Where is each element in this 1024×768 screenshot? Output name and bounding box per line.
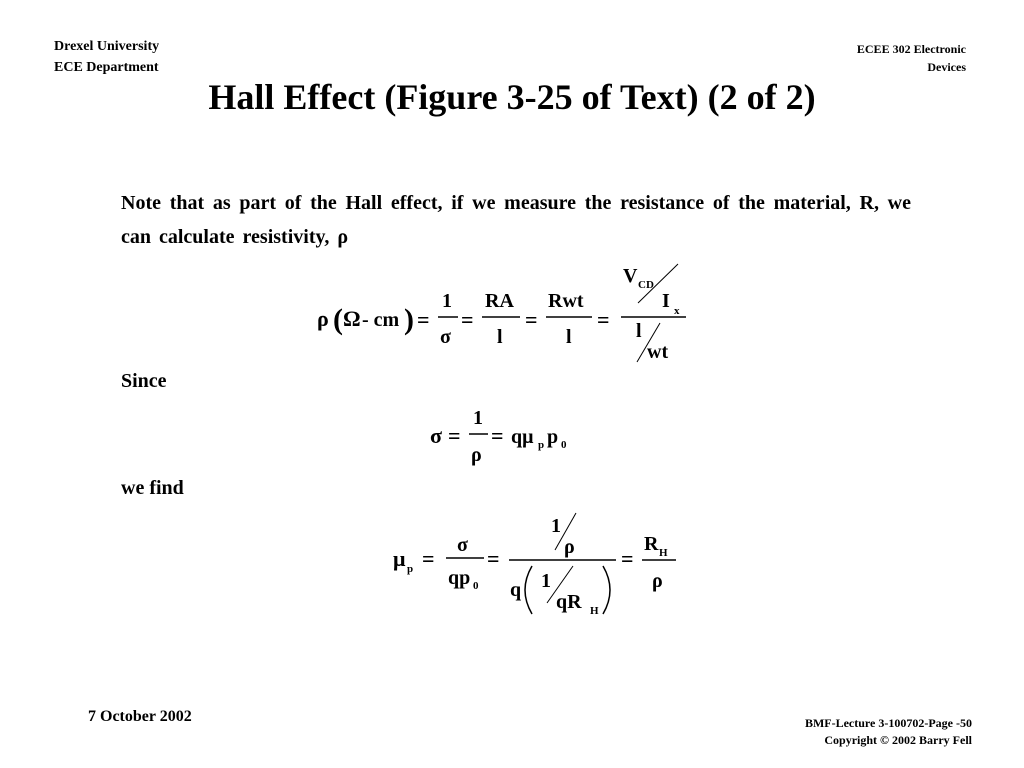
voltage-symbol: V	[623, 265, 638, 287]
paren-close: )	[404, 303, 414, 336]
course-name-line1: ECEE 302 Electronic	[856, 42, 966, 56]
frac-denominator: ρ	[471, 444, 482, 466]
qR-subscript: H	[590, 605, 599, 617]
p-subscript: 0	[561, 439, 567, 451]
footer-date: 7 October 2002	[88, 708, 192, 725]
department-name: ECE Department	[54, 60, 159, 75]
width-thickness: wt	[647, 341, 669, 363]
frac3-denominator: ρ	[652, 570, 663, 592]
equals-1: =	[422, 546, 435, 571]
inner-one: 1	[551, 515, 561, 537]
frac1-numerator: 1	[442, 290, 452, 312]
we-find-label: we find	[121, 477, 184, 499]
frac3-numerator: Rwt	[548, 290, 584, 312]
footer-right	[805, 715, 972, 749]
copyright: Copyright © 2002 Barry Fell	[824, 733, 972, 747]
hall-subscript: H	[659, 547, 668, 559]
omega-symbol: Ω	[343, 306, 361, 331]
frac1-denominator: σ	[440, 326, 451, 348]
equals-2: =	[487, 546, 500, 571]
frac1-denominator: qp	[448, 567, 471, 589]
big-paren-right	[603, 566, 610, 614]
mu-subscript: p	[538, 439, 545, 451]
frac1-numerator: σ	[457, 534, 468, 556]
rho-symbol: ρ	[317, 306, 329, 331]
equals-4: =	[597, 307, 610, 332]
q-symbol: q	[510, 579, 522, 601]
frac2-denominator: l	[497, 326, 503, 348]
equals-2: =	[491, 423, 504, 448]
equals-1: =	[417, 307, 430, 332]
sigma-symbol: σ	[430, 423, 442, 448]
paren-open: (	[333, 303, 343, 336]
q-mu: qμ	[511, 426, 534, 448]
voltage-subscript: CD	[638, 279, 654, 291]
length-symbol: l	[636, 320, 642, 342]
frac3-denominator: l	[566, 326, 572, 348]
equals-3: =	[525, 307, 538, 332]
q-R: qR	[556, 591, 582, 613]
course-name-line2: Devices	[927, 60, 966, 74]
frac-numerator: 1	[473, 407, 483, 429]
hall-coefficient: R	[644, 533, 659, 555]
paren-one: 1	[541, 570, 551, 592]
slide-title: Hall Effect (Figure 3-25 of Text) (2 of 2)	[208, 77, 816, 117]
page-label: BMF-Lecture 3-100702-Page -50	[804, 716, 972, 730]
p-symbol: p	[547, 426, 559, 448]
current-symbol: I	[662, 290, 670, 312]
frac1-subscript: 0	[473, 580, 479, 592]
equals-3: =	[621, 546, 634, 571]
inner-rho: ρ	[564, 536, 575, 558]
since-label: Since	[121, 370, 167, 392]
frac2-numerator: RA	[485, 290, 514, 312]
university-name: Drexel University	[54, 39, 160, 54]
equals-2: =	[461, 307, 474, 332]
intro-paragraph: Note that as part of the Hall effect, if we measure the resistance of the material, R, we can calculate resistivity, ρ	[121, 192, 911, 248]
equals-1: =	[448, 423, 461, 448]
mu-symbol: μ	[393, 546, 406, 571]
current-subscript: x	[674, 305, 680, 317]
mu-subscript: p	[407, 563, 414, 575]
unit-text: - cm	[362, 309, 400, 331]
big-paren-left	[525, 566, 532, 614]
